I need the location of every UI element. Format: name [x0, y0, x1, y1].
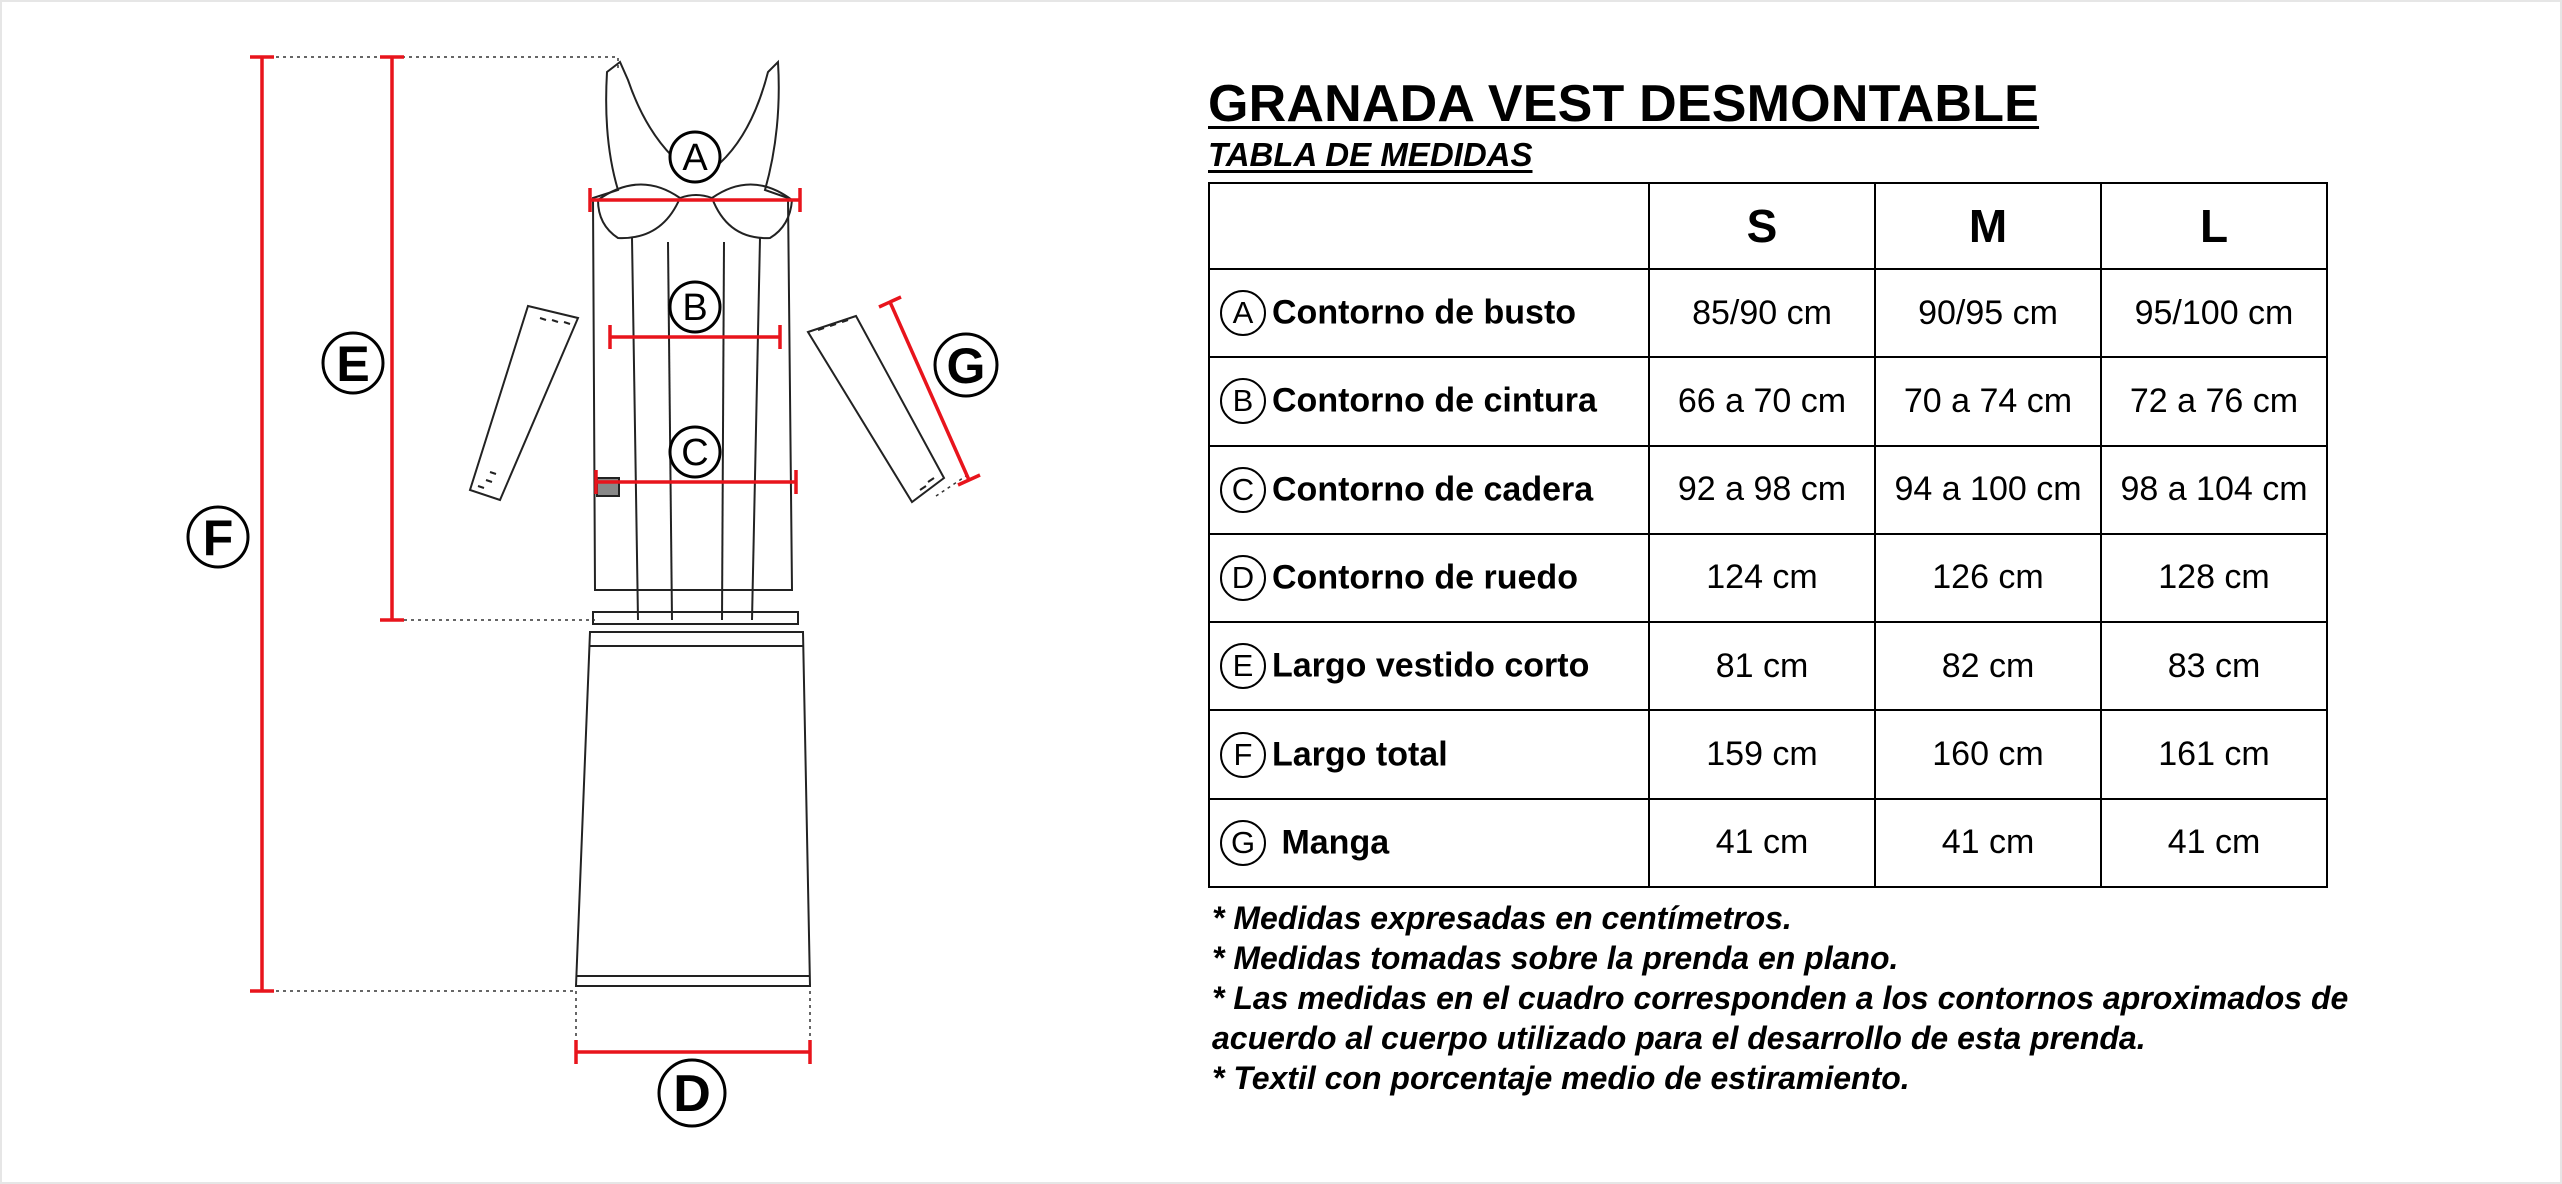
svg-text:A: A — [682, 137, 708, 179]
size-l-value: 83 cm — [2101, 622, 2327, 710]
size-l-value: 98 a 104 cm — [2101, 446, 2327, 534]
row-key-badge: C — [1220, 467, 1266, 513]
product-title: GRANADA VEST DESMONTABLE — [1208, 75, 2040, 133]
footnotes — [1212, 898, 2362, 1098]
table-row — [1209, 534, 2327, 622]
row-key-badge: B — [1220, 378, 1266, 424]
row-key-badge: D — [1220, 555, 1266, 601]
size-s-value: 41 cm — [1649, 799, 1875, 887]
table-row — [1209, 710, 2327, 798]
svg-text:G: G — [946, 338, 986, 394]
svg-text:E: E — [336, 336, 370, 392]
size-header-row — [1209, 183, 2327, 269]
size-s-value: 159 cm — [1649, 710, 1875, 798]
footnote: * Medidas tomadas sobre la prenda en plano. — [1212, 940, 1899, 976]
measure-label: Contorno de ruedo — [1272, 558, 1578, 597]
row-key-badge: F — [1220, 732, 1266, 778]
measure-label: Contorno de cintura — [1272, 381, 1597, 420]
size-header-m: M — [1875, 183, 2101, 269]
size-l-value: 161 cm — [2101, 710, 2327, 798]
size-header-l: L — [2101, 183, 2327, 269]
size-l-value: 72 a 76 cm — [2101, 357, 2327, 445]
measure-label-cell — [1209, 357, 1649, 445]
table-row — [1209, 269, 2327, 357]
size-s-value: 81 cm — [1649, 622, 1875, 710]
size-l-value: 41 cm — [2101, 799, 2327, 887]
table-row — [1209, 357, 2327, 445]
table-row — [1209, 622, 2327, 710]
size-m-value: 70 a 74 cm — [1875, 357, 2101, 445]
size-s-value: 92 a 98 cm — [1649, 446, 1875, 534]
header-empty-cell — [1209, 183, 1649, 269]
size-s-value: 66 a 70 cm — [1649, 357, 1875, 445]
row-key-badge: A — [1220, 290, 1266, 336]
label-d — [659, 1060, 725, 1126]
table-row — [1209, 799, 2327, 887]
size-s-value: 85/90 cm — [1649, 269, 1875, 357]
measure-lines — [250, 57, 980, 1064]
measure-label-cell — [1209, 622, 1649, 710]
size-m-value: 90/95 cm — [1875, 269, 2101, 357]
size-table — [1208, 182, 2328, 888]
measure-label: Largo total — [1272, 735, 1448, 774]
measure-label: Manga — [1272, 823, 1390, 862]
measure-label-cell — [1209, 446, 1649, 534]
measure-label: Largo vestido corto — [1272, 646, 1590, 685]
label-e — [323, 333, 383, 393]
left-sleeve — [470, 306, 578, 500]
measure-label-cell — [1209, 534, 1649, 622]
guide-lines — [262, 57, 966, 1052]
footnote: * Las medidas en el cuadro corresponden a los contornos aproximados de acuerdo al cuerpo utilizado para el desarrollo de esta prenda. — [1212, 980, 2349, 1056]
size-m-value: 160 cm — [1875, 710, 2101, 798]
svg-text:F: F — [202, 510, 234, 566]
table-subtitle: TABLA DE MEDIDAS — [1208, 136, 1533, 173]
measure-label-cell — [1209, 710, 1649, 798]
measure-label-cell — [1209, 269, 1649, 357]
measure-label: Contorno de busto — [1272, 293, 1577, 332]
size-s-value: 124 cm — [1649, 534, 1875, 622]
size-m-value: 126 cm — [1875, 534, 2101, 622]
row-key-badge: E — [1220, 643, 1266, 689]
row-key-badge: G — [1220, 820, 1266, 866]
label-a — [670, 132, 720, 182]
label-b — [670, 282, 720, 332]
size-m-value: 82 cm — [1875, 622, 2101, 710]
measure-label-cell — [1209, 799, 1649, 887]
svg-text:C: C — [681, 432, 709, 474]
measure-label: Contorno de cadera — [1272, 470, 1594, 509]
right-sleeve — [808, 316, 944, 502]
footnote: * Textil con porcentaje medio de estiramiento. — [1212, 1060, 1910, 1096]
label-g — [935, 334, 997, 396]
size-m-value: 94 a 100 cm — [1875, 446, 2101, 534]
table-row — [1209, 446, 2327, 534]
size-l-value: 95/100 cm — [2101, 269, 2327, 357]
svg-text:B: B — [682, 287, 708, 329]
label-c — [670, 427, 720, 477]
size-l-value: 128 cm — [2101, 534, 2327, 622]
size-m-value: 41 cm — [1875, 799, 2101, 887]
label-f — [188, 507, 248, 567]
footnote: * Medidas expresadas en centímetros. — [1212, 900, 1792, 936]
garment-diagram — [0, 0, 1180, 1184]
svg-text:D: D — [673, 1065, 711, 1123]
size-header-s: S — [1649, 183, 1875, 269]
